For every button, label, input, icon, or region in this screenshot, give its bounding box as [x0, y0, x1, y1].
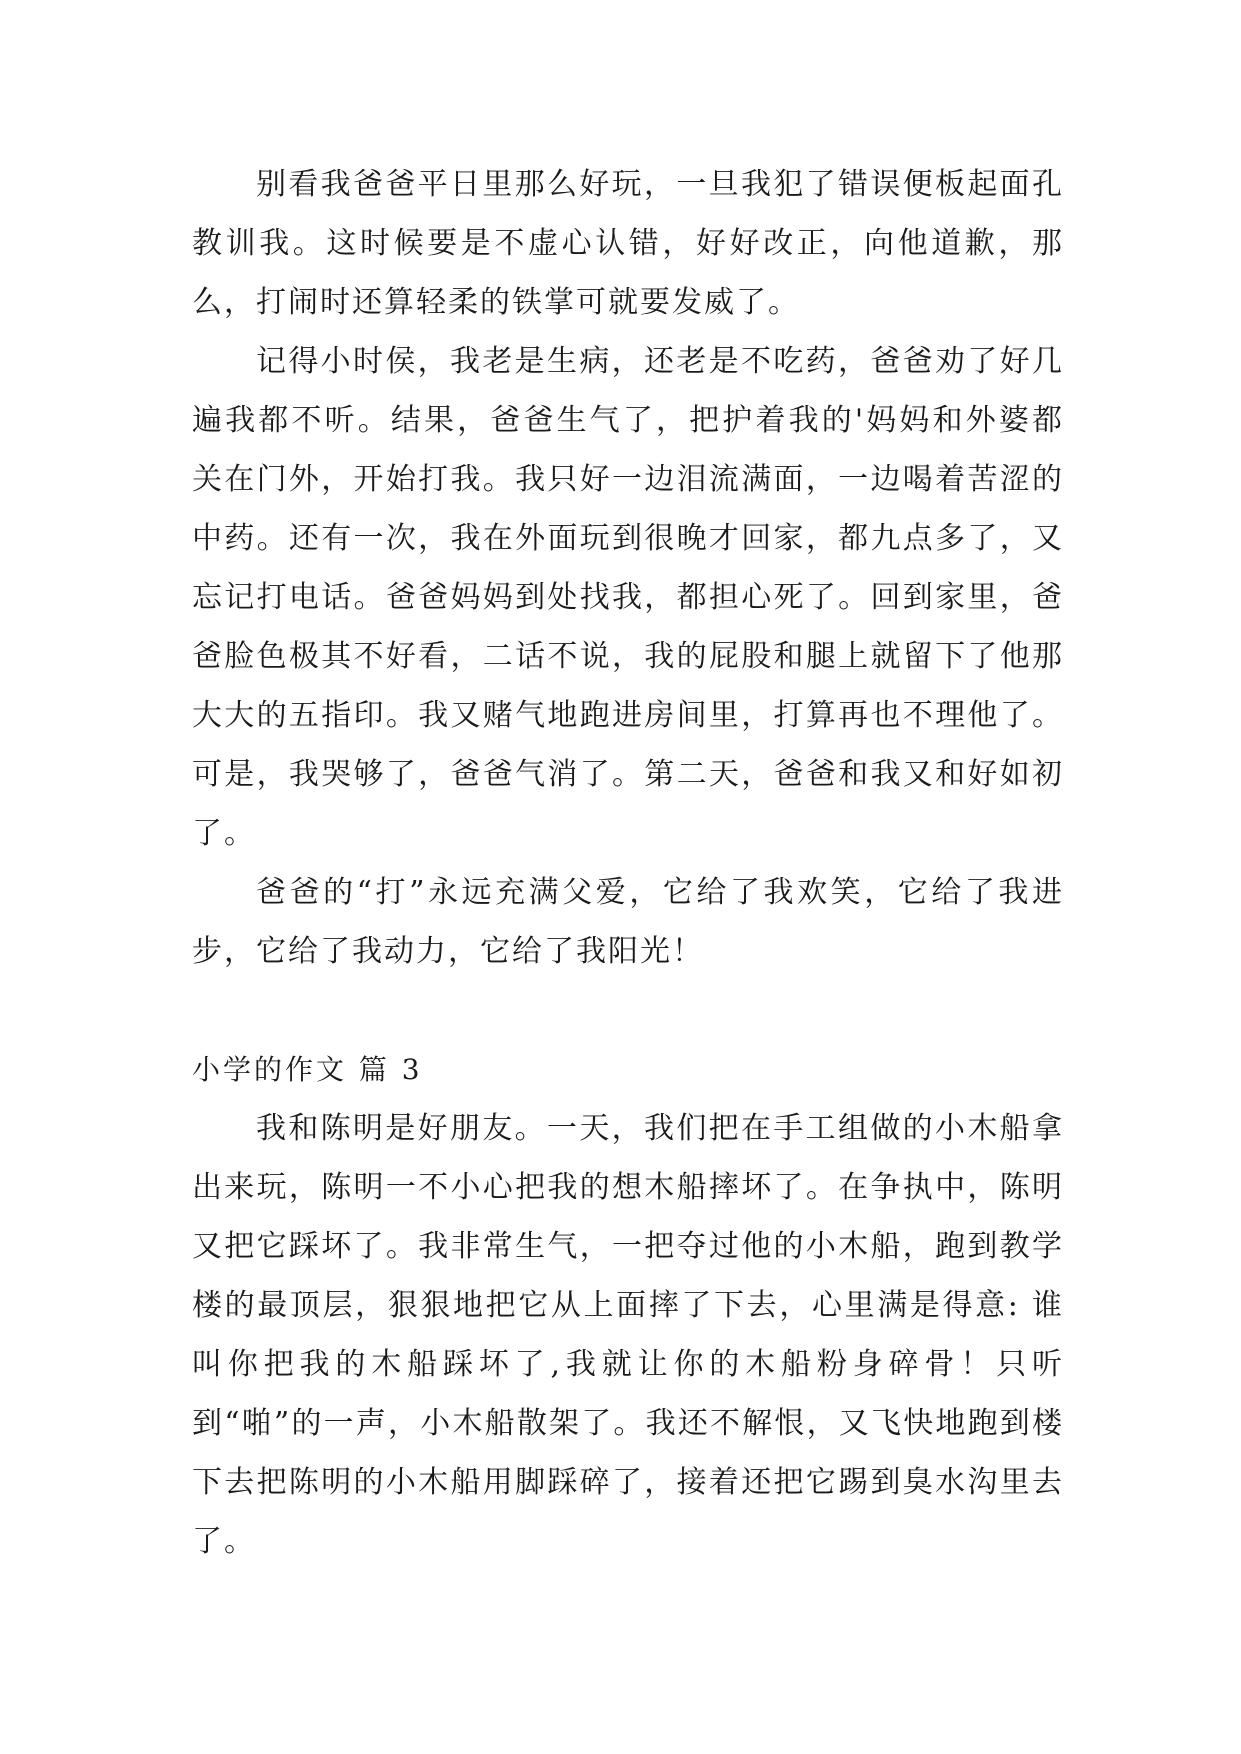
paragraph: 别看我爸爸平日里那么好玩，一旦我犯了错误便板起面孔教训我。这时候要是不虚心认错，好好改正，向他道歉，那么，打闹时还算轻柔的铁掌可就要发威了。 [192, 167, 1064, 320]
document-body [192, 155, 1064, 1571]
paragraph: 爸爸的“打”永远充满父爱，它给了我欢笑，它给了我进步，它给了我动力，它给了我阳光！ [192, 875, 1064, 969]
paragraph: 我和陈明是好朋友。一天，我们把在手工组做的小木船拿出来玩，陈明一不小心把我的想木船摔坏了。在争执中，陈明又把它踩坏了。我非常生气，一把夺过他的小木船，跑到教学楼的最顶层，狠狠地把它从上面摔了下去，心里满是得意: 谁叫你把我的木船踩坏了,我就让你的木船粉身碎骨！只听到“啪”的一声，小木船散架了。我还不解恨，又飞快地跑到楼下去把陈明的小木船用脚踩碎了，接着还把它踢到臭水沟里去了。 [192, 1111, 1064, 1559]
paragraph: 记得小时侯，我老是生病，还老是不吃药，爸爸劝了好几遍我都不听。结果，爸爸生气了，把护着我的'妈妈和外婆都关在门外，开始打我。我只好一边泪流满面，一边喝着苦涩的中药。还有一次，我在外面玩到很晚才回家，都九点多了，又忘记打电话。爸爸妈妈到处找我，都担心死了。回到家里，爸爸脸色极其不好看，二话不说，我的屁股和腿上就留下了他那大大的五指印。我又赌气地跑进房间里，打算再也不理他了。可是，我哭够了，爸爸气消了。第二天，爸爸和我又和好如初了。 [192, 344, 1064, 851]
section-heading: 小学的作文 篇 3 [192, 1053, 423, 1086]
